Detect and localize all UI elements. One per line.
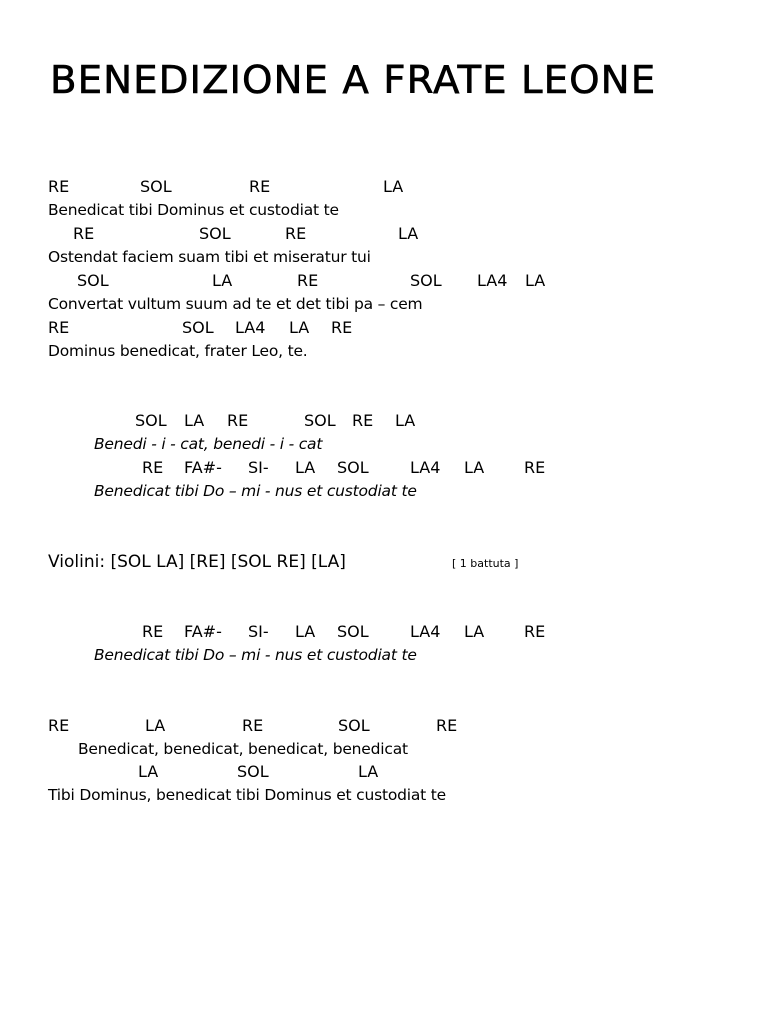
chord: RE	[73, 224, 95, 243]
chord: FA#-	[184, 458, 222, 477]
lyric-line: Benedicat tibi Do – mi - nus et custodiat te	[94, 482, 417, 500]
chord: RE	[227, 411, 249, 430]
chord: SOL	[182, 318, 214, 337]
chord: RE	[48, 177, 70, 196]
chord: LA	[295, 458, 316, 477]
chord: RE	[142, 622, 164, 641]
lyric-line: Benedi - i - cat, benedi - i - cat	[94, 435, 323, 453]
chord: LA	[464, 622, 485, 641]
chord: RE	[48, 318, 70, 337]
lyric-line: Dominus benedicat, frater Leo, te.	[48, 342, 308, 360]
chord: SOL	[410, 271, 442, 290]
chord: RE	[352, 411, 374, 430]
lyric-line: Benedicat tibi Do – mi - nus et custodiat te	[94, 646, 417, 664]
lyric-line: Tibi Dominus, benedicat tibi Dominus et custodiat te	[48, 786, 446, 804]
violini-line: Violini: [SOL LA] [RE] [SOL RE] [LA]	[48, 552, 346, 572]
chord: SOL	[77, 271, 109, 290]
chord: RE	[285, 224, 307, 243]
chord: LA	[358, 762, 379, 781]
chord: RE	[524, 622, 546, 641]
chord: LA4	[477, 271, 508, 290]
lyric-line: Convertat vultum suum ad te et det tibi pa – cem	[48, 295, 423, 313]
chord: LA	[289, 318, 310, 337]
chord: SOL	[338, 716, 370, 735]
lyric-line: Benedicat tibi Dominus et custodiat te	[48, 201, 339, 219]
chord: SI-	[248, 458, 269, 477]
chord: LA	[295, 622, 316, 641]
chord: SOL	[140, 177, 172, 196]
chord: RE	[48, 716, 70, 735]
chord: RE	[142, 458, 164, 477]
chord: LA	[464, 458, 485, 477]
chord: LA	[212, 271, 233, 290]
chord: SOL	[199, 224, 231, 243]
chord: SI-	[248, 622, 269, 641]
chord: LA4	[410, 622, 441, 641]
chord: RE	[436, 716, 458, 735]
chord: LA	[145, 716, 166, 735]
bar-note: [ 1 battuta ]	[452, 557, 519, 570]
chord: LA	[184, 411, 205, 430]
chord: RE	[242, 716, 264, 735]
page-title: BENEDIZIONE A FRATE LEONE	[50, 58, 657, 102]
chord: SOL	[237, 762, 269, 781]
chord: FA#-	[184, 622, 222, 641]
chord: LA	[138, 762, 159, 781]
chord: LA4	[410, 458, 441, 477]
chord: SOL	[337, 622, 369, 641]
chord: LA	[395, 411, 416, 430]
chord: RE	[331, 318, 353, 337]
chord: LA	[525, 271, 546, 290]
chord: RE	[524, 458, 546, 477]
chord: LA	[383, 177, 404, 196]
chord: RE	[249, 177, 271, 196]
chord: SOL	[304, 411, 336, 430]
chord: RE	[297, 271, 319, 290]
chord: SOL	[337, 458, 369, 477]
chord: SOL	[135, 411, 167, 430]
chord: LA4	[235, 318, 266, 337]
lyric-line: Ostendat faciem suam tibi et miseratur tui	[48, 248, 371, 266]
chord: LA	[398, 224, 419, 243]
lyric-line: Benedicat, benedicat, benedicat, benedicat	[78, 740, 408, 758]
